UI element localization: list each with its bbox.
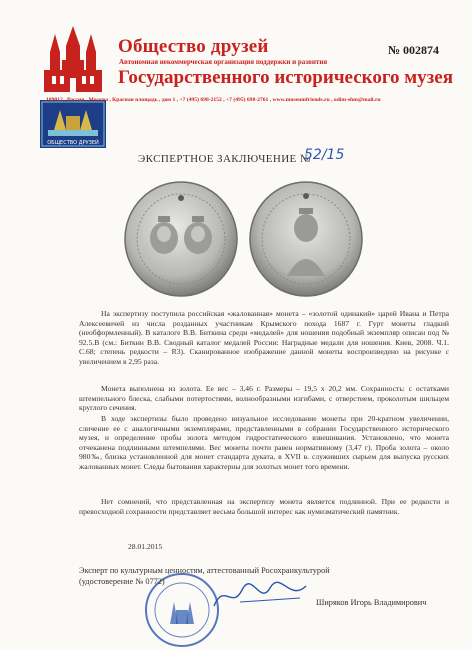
- document-title: ЭКСПЕРТНОЕ ЗАКЛЮЧЕНИЕ №: [138, 153, 311, 165]
- paragraph-3: В ходе экспертизы было проведено визуальное исследование монеты при 20-кратном увеличении, сличение ее с аналогичными экземплярами, представленными в собрании Государственного исторического музея, и определение пробы золота методом гидростатического взвешивания. Установлено, что монета отчеканена подлинными штемпелями. Вес монеты почти равен нормативному (3,47 г). Проба золота – около 980‰, близка установленной для монет стандарта дуката, в XVII в. служивших сырьем для выпуска русских жалованных монет. Следы бытования характерны для золотых монет того времени.: [79, 414, 449, 471]
- document-date: 28.01.2015: [128, 542, 163, 551]
- coin-obverse-image: [122, 180, 240, 298]
- expert-credentials: Эксперт по культурным ценностям, аттестованный Росохранкультурой: [79, 566, 330, 575]
- expert-certificate: (удостоверение № 0772): [79, 577, 165, 586]
- org-title-line1: Общество друзей: [118, 36, 269, 57]
- society-badge-icon: [40, 100, 106, 148]
- signature-icon: [210, 576, 320, 616]
- paragraph-4: Нет сомнений, что представленная на экспертизу монета является подлинной. При ее редкости и превосходной сохранности представляет весьма большой интерес как нумизматический памятник.: [79, 497, 449, 516]
- paragraph-1: На экспертизу поступила российская «жалованная» монета – «золотой одинакий» царей Ивана и Петра Алексеевичей из числа розданных участникам Крымского похода 1687 г. Гурт монеты гладкий (необформленный). В каталоге В.В. Биткина среди «медалей» для ношения подобный экземпляр описан под № 92.5.В (см.: Биткин В.В. Сводный каталог медалей России: Наградные медали для ношения. Киев, 2008. Ч.1. С.68; степень редкости – R3). Сканированное изображение данной монеты воспроизведено на рисунке с увеличением в 2,95 раза.: [79, 309, 449, 366]
- paragraph-2: Монета выполнена из золота. Ее вес – 3,46 г. Размеры – 19,5 х 20,2 мм. Сохранность: с остатками штемпельного блеска, слабыми потертостями, волнообразными изгибами, с отверстием, проколотым шильцем круглого сечения.: [79, 384, 449, 413]
- certificate-number: № 002874: [388, 43, 440, 57]
- org-title-line2: Государственного исторического музея: [118, 67, 454, 88]
- handwritten-number: 52/15: [304, 147, 345, 163]
- coin-reverse-image: [247, 180, 365, 298]
- org-subtitle: Автономная некоммерческая организация поддержки и развития: [119, 58, 328, 66]
- contacts-line: 109012 , Россия , Москва , Красная площадь , дом 1 , +7 (495) 698-2152 , +7 (495) 698-2761 , www.museumfriends.ru , odim-shm@mail.ru: [46, 97, 381, 103]
- museum-logo-icon: [40, 26, 106, 94]
- badge-text: ОБЩЕСТВО ДРУЗЕЙ: [47, 140, 99, 146]
- expert-name: Ширяков Игорь Владимирович: [316, 598, 427, 607]
